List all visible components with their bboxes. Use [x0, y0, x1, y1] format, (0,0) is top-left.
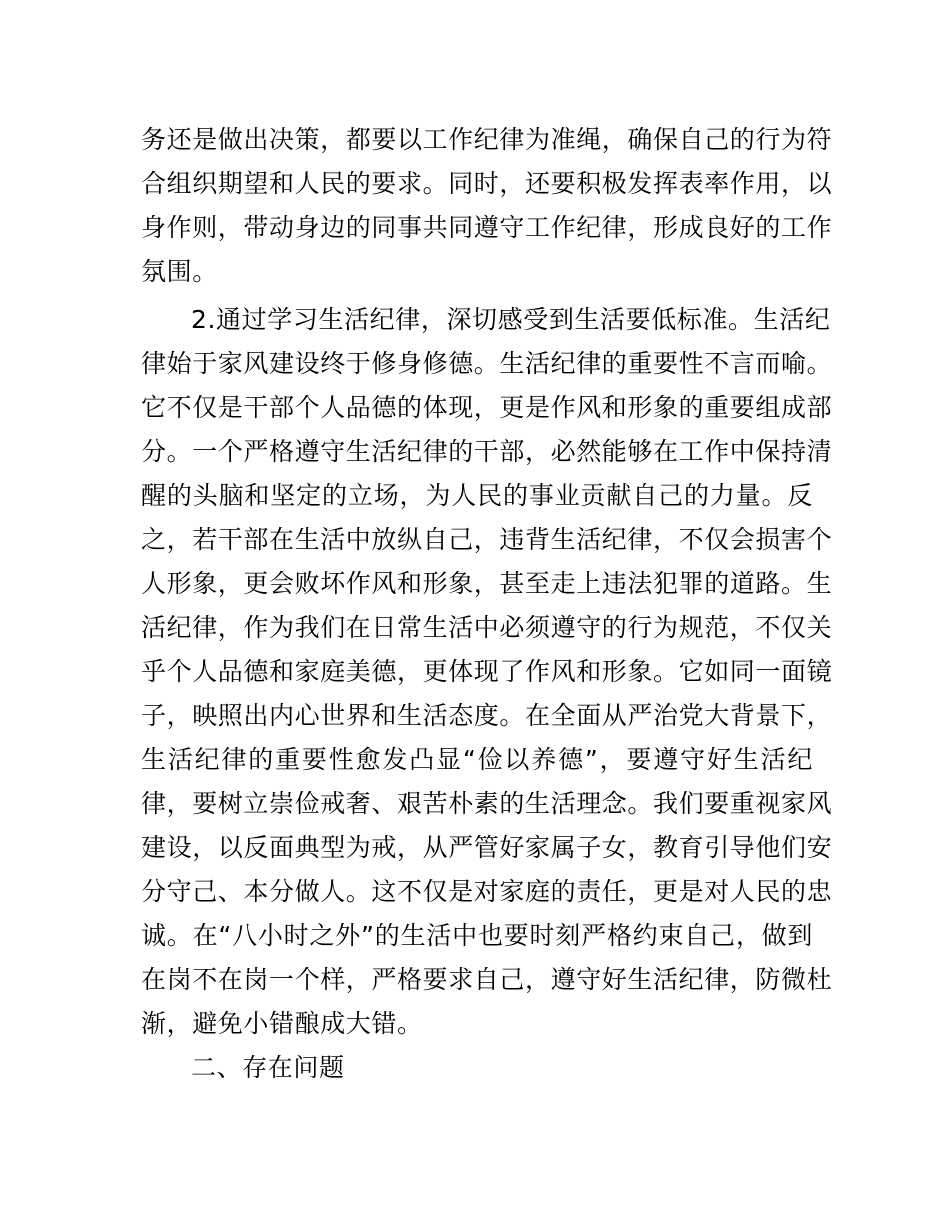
paragraph-line: 分守己、本分做人。这不仅是对家庭的责任，更是对人民的忠 — [141, 877, 833, 906]
paragraph-line: 它不仅是干部个人品德的体现，更是作风和形象的重要组成部 — [141, 393, 833, 422]
paragraph-line: 在岗不在岗一个样，严格要求自己，遵守好生活纪律，防微杜 — [141, 965, 833, 994]
paragraph-line: 合组织期望和人民的要求。同时，还要积极发挥表率作用，以 — [141, 169, 833, 198]
paragraph-line: 之，若干部在生活中放纵自己，违背生活纪律，不仅会损害个 — [141, 525, 833, 554]
paragraph-line: 醒的头脑和坚定的立场，为人民的事业贡献自己的力量。反 — [141, 481, 813, 510]
paragraph-line: 人形象，更会败坏作风和形象，甚至走上违法犯罪的道路。生 — [141, 569, 833, 598]
paragraph-line: 务还是做出决策，都要以工作纪律为准绳，确保自己的行为符 — [141, 125, 833, 154]
paragraph-line: 氛围。 — [141, 257, 218, 286]
paragraph-line: 律始于家风建设终于修身修德。生活纪律的重要性不言而喻。 — [141, 349, 833, 378]
paragraph-line: 诚。在“八小时之外”的生活中也要时刻严格约束自己，做到 — [141, 921, 813, 950]
paragraph-line: 乎个人品德和家庭美德，更体现了作风和形象。它如同一面镜 — [141, 657, 833, 686]
paragraph-work-discipline-continued — [141, 118, 833, 294]
section-heading — [141, 1046, 813, 1090]
paragraph-line: 子，映照出内心世界和生活态度。在全面从严治党大背景下， — [141, 701, 833, 730]
paragraph-line: 身作则，带动身边的同事共同遵守工作纪律，形成良好的工作 — [141, 213, 833, 242]
paragraph-line: 活纪律，作为我们在日常生活中必须遵守的行为规范，不仅关 — [141, 613, 833, 642]
paragraph-line: 律，要树立崇俭戒奢、艰苦朴素的生活理念。我们要重视家风 — [141, 789, 833, 818]
paragraph-line: 2.通过学习生活纪律，深切感受到生活要低标准。生活纪 — [191, 305, 831, 334]
paragraph-line: 建设，以反面典型为戒，从严管好家属子女，教育引导他们安 — [141, 833, 833, 862]
paragraph-line: 生活纪律的重要性愈发凸显“俭以养德”，要遵守好生活纪 — [141, 745, 813, 774]
paragraph-life-discipline — [141, 298, 833, 1046]
section-heading-text: 二、存在问题 — [191, 1053, 345, 1082]
paragraph-line: 渐，避免小错酿成大错。 — [141, 1009, 423, 1038]
paragraph-line: 分。一个严格遵守生活纪律的干部，必然能够在工作中保持清 — [141, 437, 833, 466]
